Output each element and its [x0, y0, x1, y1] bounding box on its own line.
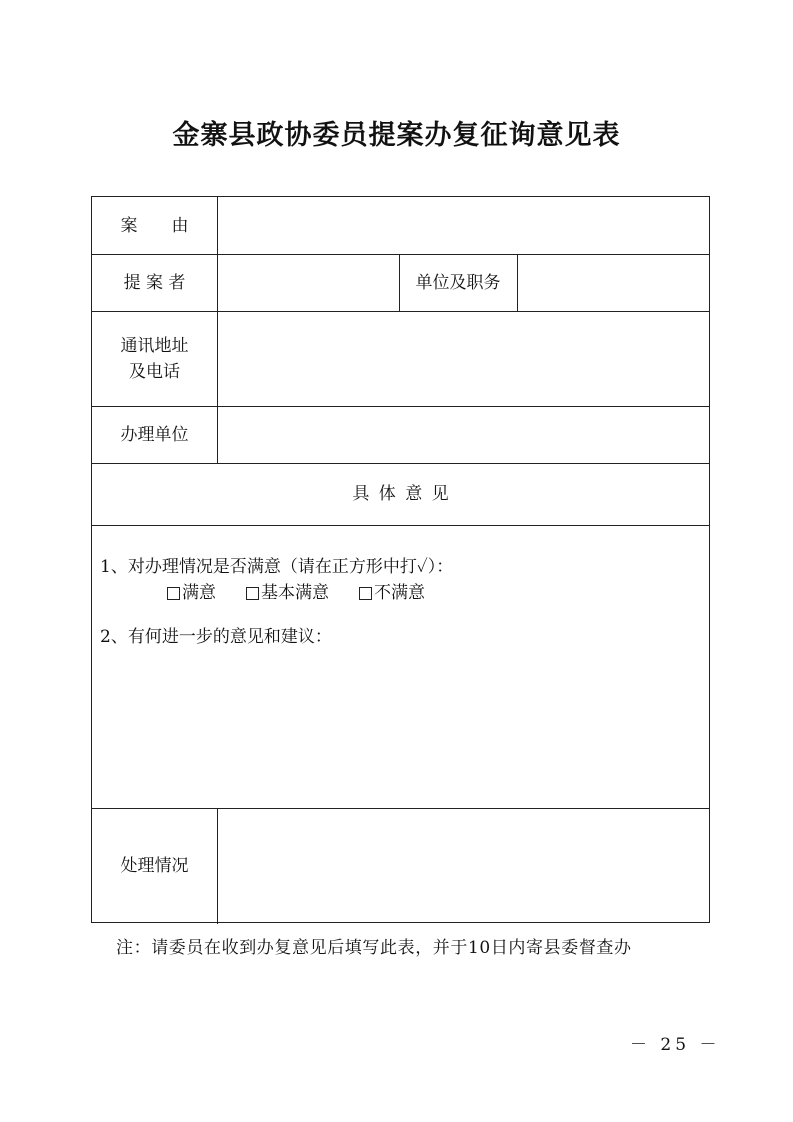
column-divider [517, 254, 518, 311]
option-label: 基本满意 [261, 583, 329, 603]
option-basically-satisfied[interactable] [246, 580, 329, 606]
address-label-line1: 通讯地址 [120, 335, 189, 356]
column-divider [217, 808, 218, 924]
option-label: 不满意 [374, 583, 425, 603]
address-phone-label [92, 311, 217, 406]
unit-position-label: 单位及职务 [415, 272, 501, 293]
address-label-line2: 及电话 [129, 361, 180, 382]
satisfaction-options [167, 580, 455, 606]
suggestion-question: 2、有何进一步的意见和建议： [100, 627, 332, 647]
option-satisfied[interactable] [167, 580, 216, 606]
option-unsatisfied[interactable] [359, 580, 425, 606]
row-divider [92, 525, 709, 526]
page-number: － 25 － [630, 1035, 721, 1055]
column-divider [217, 197, 218, 463]
checkbox-icon[interactable] [359, 587, 372, 600]
reason-label: 案 由 [120, 215, 189, 236]
opinion-form-table [91, 196, 710, 923]
handling-status-label: 处理情况 [120, 856, 189, 876]
option-label: 满意 [182, 583, 216, 603]
handling-unit-label: 办理单位 [120, 424, 189, 445]
footnote: 注：请委员在收到办复意见后填写此表，并于10日内寄县委督查办 [116, 938, 632, 958]
specific-opinion-header: 具 体 意 见 [352, 484, 451, 504]
form-title: 金寨县政协委员提案办复征询意见表 [172, 120, 621, 151]
checkbox-icon[interactable] [167, 587, 180, 600]
satisfaction-question: 1、对办理情况是否满意（请在正方形中打✓）： [100, 557, 454, 577]
checkbox-icon[interactable] [246, 587, 259, 600]
proposer-label: 提 案 者 [123, 272, 186, 293]
